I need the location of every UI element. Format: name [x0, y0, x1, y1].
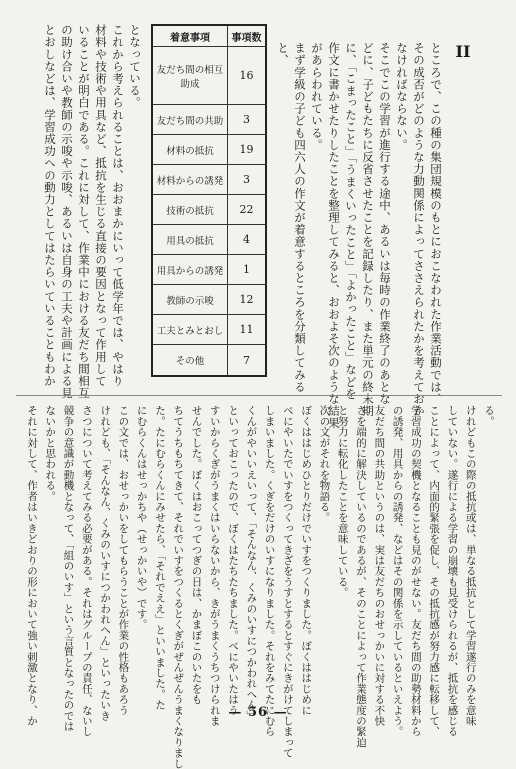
table-row-label: 材料からの誘発	[152, 165, 228, 195]
text-line: といっておこったので、ぼくはたちたちました。べにやいたはう	[227, 405, 240, 716]
text-line: ないかと思われる。	[44, 405, 57, 502]
text-line: さを端的に解決しているのであるが、そのことによって作業態度の緊迫	[355, 405, 368, 748]
text-line: その成否がどのような力動関係によってささえられたかを考えておか	[412, 42, 426, 418]
text-line: ちてうちもちてきて、それでいすをつくるとくぎがぜんぜんうまくなりまし	[172, 405, 185, 769]
text-line: の誘発、用具からの誘発、などはその関係を示しているといえよう。	[391, 405, 404, 737]
text-line: となっている。	[128, 24, 142, 109]
text-line: る。	[483, 405, 495, 427]
table-row	[152, 285, 266, 315]
text-line: 材料や技術や用具など、抵抗を生じる直接の要因となって作用して	[94, 24, 108, 387]
table-row-count: 19	[228, 135, 267, 165]
section-divider	[16, 395, 502, 396]
text-line: とおしなどは、学習成功への動力としてはたらいていることもわか	[43, 24, 57, 387]
text-line: の助け合いや教師の示唆や示唆、あるいは自身の工夫や計画による見	[60, 24, 74, 400]
text-line: なければならない。	[395, 42, 409, 151]
text-line: にむらくんはせっかちや（せっかいや）です。	[135, 405, 148, 630]
table-row-label: 技術の抵抗	[152, 195, 228, 225]
table-header-item: 着意事項	[152, 25, 228, 47]
text-line: この文では、おせっかいをしてもらうことが作業の性格もあろう	[117, 405, 130, 716]
text-line: ことによって、内面的緊張を促し、その抵抗感が努力感に転移して、	[428, 405, 441, 737]
table-row-label: 材料の抵抗	[152, 135, 228, 165]
table-row-count: 12	[228, 285, 267, 315]
text-line: いることが明白である。これに対して、作業中における友だち間相互	[77, 24, 91, 400]
text-line: けれども、「そんなん、くみのいすにつかわれへん」といったいき	[99, 405, 112, 721]
text-line: べにやいたでいすをつくってきざをうすとするとすぐにきがけてしまって	[281, 405, 294, 759]
table-row-count: 22	[228, 195, 267, 225]
table-row-label: 友だち間の相互助成	[152, 47, 228, 105]
text-line: と努力に転化したことを意味している。	[336, 405, 349, 598]
text-line: に、「こまったこと」「うまくいったこと」「よかったこと」などを	[344, 42, 358, 400]
classification-table	[151, 24, 267, 377]
table-header-row	[152, 25, 266, 47]
table-row-count: 3	[228, 165, 267, 195]
text-line: まず学級の子ども四六人の作文が着意するところを分類してみる	[293, 42, 307, 393]
section-heading: II	[455, 42, 471, 61]
table-row	[152, 255, 266, 285]
table-row-count: 1	[228, 255, 267, 285]
table-row	[152, 315, 266, 345]
text-line: していない。遂行による学習の崩壊も見受けられるが、抵抗を感じる	[446, 405, 459, 737]
text-line: があらわれている。	[310, 42, 324, 151]
text-line: 作文に書かせたりしたことを整理してみると、おおよそ次のような結果	[327, 42, 341, 430]
table-row-count: 16	[228, 47, 267, 105]
text-line: と、	[276, 42, 290, 67]
table-row	[152, 47, 266, 105]
text-line: 友だち間の共助というのは、実は友だちのおせっかいに対する不快	[373, 405, 386, 726]
table-row	[152, 135, 266, 165]
table-row	[152, 195, 266, 225]
text-line: ところで、この種の集団規模のもとにおこなわれた作業活動では、	[429, 42, 443, 405]
table-row-count: 3	[228, 105, 267, 135]
text-line: どに、子どもたちに反省させたことを記録したり、また単元の終末期	[361, 42, 375, 418]
table-row	[152, 165, 266, 195]
page-number: — 56 —	[228, 705, 288, 720]
text-line: それに対して、作者はいきどおりの形において強い刺激となり、か	[26, 405, 38, 726]
text-line: せんでした。ぼくはおこってつぎの日は、かまぼこのいたをも	[190, 405, 203, 705]
text-line: ぼくははじめひとりだけでいすをつくりました。ぼくははじめに	[300, 405, 313, 716]
table-row	[152, 225, 266, 255]
table-row	[152, 345, 266, 376]
table-row	[152, 105, 266, 135]
table-row-label: 教師の示唆	[152, 285, 228, 315]
table-header-count: 事項数	[228, 25, 267, 47]
table-row-count: 4	[228, 225, 267, 255]
text-line: 次の文がそれを物語る。	[318, 405, 331, 523]
text-line: そこでこの学習が進行する途中、あるいは毎時の作業終了のあとな	[378, 42, 392, 405]
table-row-count: 7	[228, 345, 267, 376]
table-row-label: 用具からの誘発	[152, 255, 228, 285]
text-line: けれどもこの際の抵抗或は、単なる抵抗として学習遂行のみを意味	[464, 405, 477, 726]
table-row-count: 11	[228, 315, 267, 345]
text-line: 競争の意識が動機となって、「組のいす」という言質となったのでは	[62, 405, 75, 732]
table-row-label: その他	[152, 345, 228, 376]
text-line: さつについて考えてみる必要がある。それはグループの責任、ないし	[80, 405, 93, 737]
text-line: くんがやいいえいって、「そんなん、くみのいすにつかわれへん」	[245, 405, 258, 721]
table-row-label: 友だち間の共助	[152, 105, 228, 135]
text-line: 学習成功の契機となることも見のがせない。友だち間の助勢材料から	[409, 405, 422, 737]
table-row-label: 工夫とみとおし	[152, 315, 228, 345]
text-line: これから考えられることは、おおまかにいって低学年では、やはり	[111, 24, 125, 387]
table-row-label: 用具の抵抗	[152, 225, 228, 255]
text-line: すいからくぎがうまくはいらないから、きがうまくうちつけられま	[208, 405, 221, 726]
text-line: しまいました。くぎをだけのいすになりました。それをみてたにむら	[263, 405, 276, 737]
text-line: た。たにむらくんにみせたら、「それでええ」といいました。た	[153, 405, 166, 711]
